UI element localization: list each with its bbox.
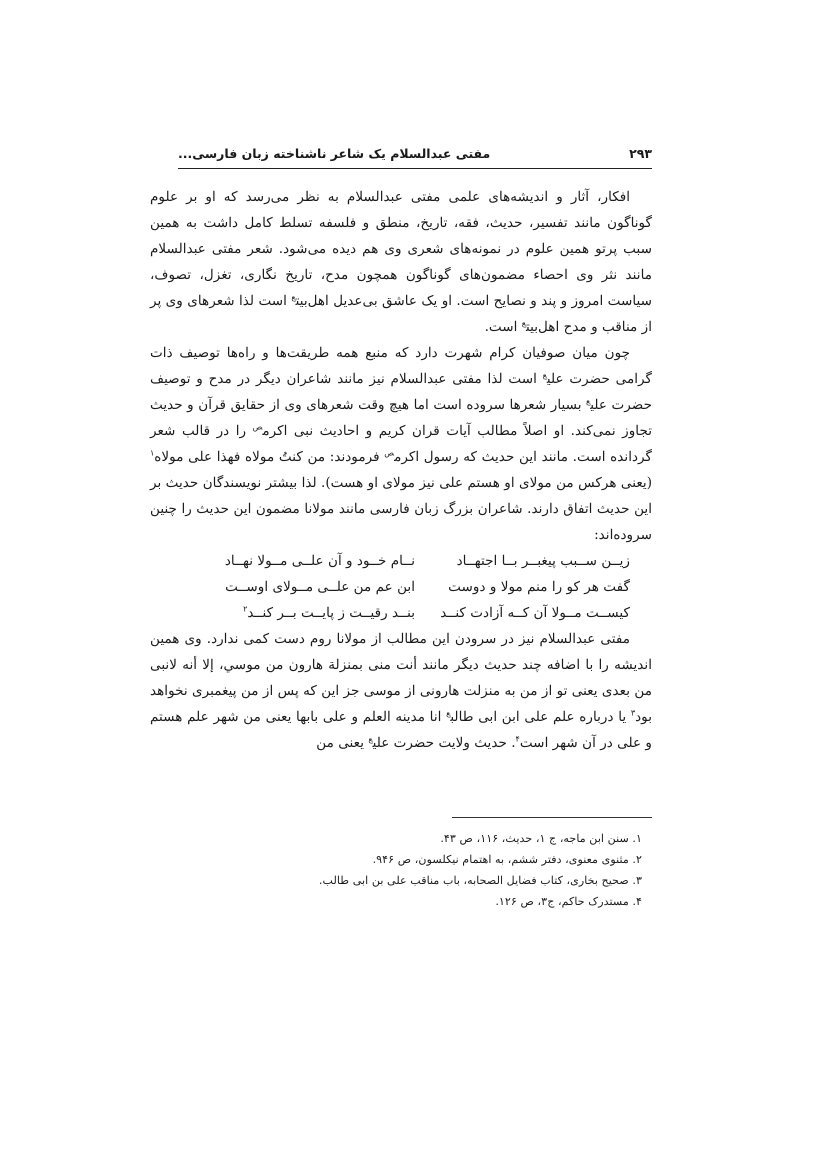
- hemistich-text: بنــد رقیــت ز پایــت بــر کنــد: [247, 605, 415, 621]
- honorific-mark: ع: [368, 734, 373, 744]
- hemistich-text: نــام خــود و آن علــی مــولا نهــاد: [224, 553, 415, 569]
- page-number: ۲۹۳: [629, 146, 652, 161]
- text-line: وی احصاء مضمون‌های گوناگون همچون مدح، تاریخ نگاری، تغزل، تصوف، سیاست: [150, 267, 652, 309]
- hemistich-second: [210, 574, 415, 600]
- text-line: مفتی عبدالسلام نیز در سرودن این مطالب از مولانا روم دست کمی ندارد. وی: [184, 631, 630, 647]
- text-line: است.: [484, 319, 522, 335]
- text-line: پیغمبری نخواهد بود: [150, 683, 652, 725]
- text-line: . حدیث ولایت حضرت علی: [372, 735, 516, 751]
- text-line: همین اندیشه را با اضافه چند حدیث دیگر مانند أنت منی بمنزلة هارون من موسي، إلا أنه: [150, 631, 652, 673]
- text-line: بسیار شعرها سروده است اما هیچ وقت شعرهای وی از حقایق: [230, 397, 587, 413]
- footnotes: [150, 828, 652, 912]
- text-line: (یعنی هرکس من مولای او هستم علی نیز مولای او هست). لذا: [301, 475, 652, 491]
- footnote-2: ۲. مثنوی معنوی، دفتر ششم، به اهتمام نیکلسون، ص ۹۴۶.: [372, 853, 642, 866]
- text-line: را در قالب شعر گردانده است. مانند این حدیث که رسول اکرم: [150, 423, 652, 465]
- hemistich-second: [210, 548, 415, 574]
- footnote-3: ۳. صحیح بخاری، کتاب فضایل الصحابه، باب مناقب علی بن ابی طالب.: [318, 874, 642, 887]
- text-line: لانبی من بعدی یعنی تو از من به منزلت هارونی از موسی جز این که پس از من: [150, 657, 652, 699]
- text-line: یا درباره علم علی ابن ابی طالب: [450, 709, 631, 725]
- text-line: توصیف حضرت علی: [150, 371, 652, 413]
- footnote-4: ۴. مستدرک حاکم، ج۳، ص ۱۲۶.: [495, 895, 642, 908]
- text-line: چون میان صوفیان کرام شهرت دارد که منبع همه طریقت‌ها و راه‌ها توصیف ذات: [150, 345, 630, 361]
- couplet: [150, 548, 652, 574]
- footnote-ref: ۲: [243, 604, 248, 614]
- text-line: انا مدینه العلم و علی بابها یعنی: [265, 709, 447, 725]
- paragraph-2: [150, 340, 652, 548]
- header-rule: [178, 168, 652, 169]
- footnote-1: ۱. سنن ابن ماجه، ج ۱، حدیث، ۱۱۶، ص ۴۳.: [440, 832, 642, 845]
- honorific-mark: ص: [252, 422, 263, 432]
- honorific-mark: ع: [446, 708, 451, 718]
- text-line: مانند تفسیر، حدیث، فقه، تاریخ، منطق و فلسفه تسلط کامل داشت به همین سبب پرتو: [150, 215, 652, 257]
- footnote-ref: ۴: [515, 734, 520, 744]
- footnote-ref: ۳: [630, 708, 636, 718]
- couplet: [150, 600, 652, 626]
- honorific-mark: ص: [384, 448, 395, 458]
- hemistich-text: ابن عم من علــی مــولای اوســت: [225, 579, 415, 595]
- hemistich-second: [210, 600, 415, 626]
- text-line: امروز و پند و نصایح است. او یک عاشق بی‌عدیل اهل‌بیت: [295, 293, 604, 309]
- text-line: است لذا شعرهای وی پر: [150, 293, 292, 309]
- main-text: [150, 184, 652, 756]
- hemistich-first: زیــن ســبب پیغبــر بــا اجتهــاد: [456, 553, 630, 569]
- text-line: مولانا مضمون این حدیث را چنین سروده‌اند:: [150, 501, 652, 543]
- honorific-mark: ع: [542, 370, 547, 380]
- footnote-ref: ۱: [150, 448, 155, 458]
- text-line: قرآن و حدیث تجاوز نمی‌کند. او اصلاً مطالب آیات قران کریم و احادیث نبی اکرم: [150, 397, 652, 439]
- text-line: فرمودند: من کنتُ: [278, 449, 385, 465]
- hemistich-first: گفت هر کو را منم مولا و دوست: [448, 579, 630, 595]
- text-line: است لذا مفتی عبدالسلام نیز مانند شاعران دیگر در مدح و: [196, 371, 543, 387]
- running-header: [178, 142, 652, 166]
- hemistich-first: کیســت مــولا آن کــه آزادت کنــد: [440, 605, 630, 621]
- text-line: من شهر علم هستم و علی در آن شهر است: [150, 709, 652, 751]
- honorific-mark: ع: [291, 292, 296, 302]
- text-line: از مناقب و مدح اهل‌بیت: [526, 319, 652, 335]
- couplet: [150, 574, 652, 600]
- text-line: مولاه فهذا علی مولاه: [154, 449, 275, 465]
- poem-block: [150, 548, 652, 626]
- running-title: مفتی عبدالسلام یک شاعر ناشناخته زبان فارسی...: [178, 146, 491, 161]
- text-line: بیشتر نویسندگان حدیث بر این حدیث اتفاق دارند. شاعران بزرگ زبان فارسی مانند: [150, 475, 652, 517]
- paragraph-1: [150, 184, 652, 340]
- honorific-mark: ع: [586, 396, 591, 406]
- text-line: گرامی حضرت علی: [546, 371, 652, 387]
- text-line: یعنی من: [316, 735, 369, 751]
- text-line: همین علوم در نمونه‌های شعری وی هم دیده می‌شود. شعر مفتی عبدالسلام مانند نثر: [150, 241, 652, 283]
- honorific-mark: ع: [521, 318, 527, 328]
- footnote-rule: [452, 817, 652, 818]
- paragraph-3: [150, 626, 652, 756]
- text-line: افکار، آثار و اندیشه‌های علمی مفتی عبدالسلام به نظر می‌رسد که او بر علوم گوناگون: [150, 189, 652, 231]
